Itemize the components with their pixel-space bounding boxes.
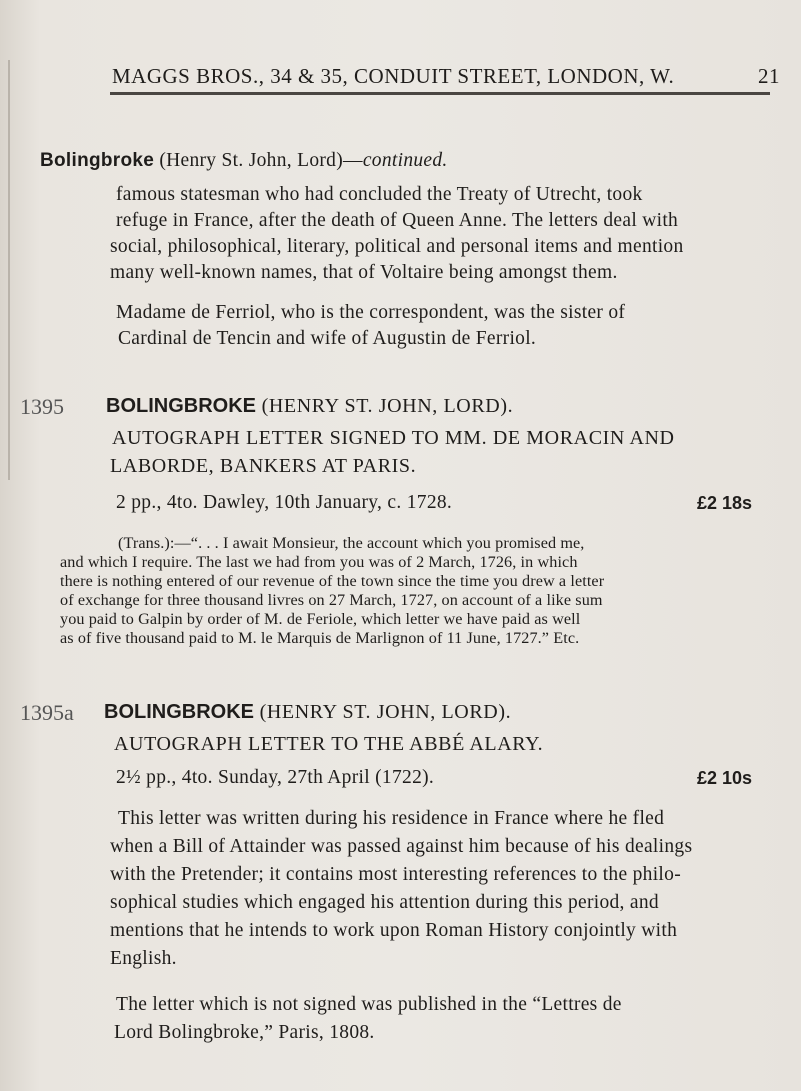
continued-italic: continued. bbox=[362, 150, 448, 171]
lot-para-line: This letter was written during his residence in France where he fled bbox=[118, 808, 665, 829]
continued-para2-line: Madame de Ferriol, who is the correspondent, was the sister of bbox=[116, 302, 626, 323]
continued-rest: (Henry St. John, Lord)— bbox=[154, 150, 363, 171]
lot-title-line: LABORDE, BANKERS AT PARIS. bbox=[110, 455, 417, 477]
lot-para2-line: The letter which is not signed was published in the “Lettres de bbox=[116, 994, 622, 1015]
continued-line: many well-known names, that of Voltaire being amongst them. bbox=[110, 262, 618, 283]
lot-para-line: with the Pretender; it contains most interesting references to the philo- bbox=[110, 864, 681, 885]
header-rule bbox=[110, 92, 770, 95]
continued-heading bbox=[40, 150, 448, 172]
lot-name-rest: (HENRY ST. JOHN, LORD). bbox=[256, 395, 514, 417]
lot-details: 2½ pp., 4to. Sunday, 27th April (1722). bbox=[116, 767, 435, 788]
lot-price: £2 10s bbox=[697, 768, 753, 788]
lot-quote-line: (Trans.):—“. . . I await Monsieur, the account which you promised me, bbox=[118, 534, 585, 552]
lot-para2-line: Lord Bolingbroke,” Paris, 1808. bbox=[114, 1022, 375, 1043]
continued-name: Bolingbroke bbox=[40, 150, 155, 171]
page-header bbox=[112, 64, 780, 89]
page-number: 21 bbox=[758, 64, 780, 88]
lot-price: £2 18s bbox=[697, 493, 753, 513]
continued-line: famous statesman who had concluded the Treaty of Utrecht, took bbox=[116, 184, 643, 205]
lot-para-line: when a Bill of Attainder was passed against him because of his dealings bbox=[110, 836, 693, 857]
lot-para-line: sophical studies which engaged his attention during this period, and bbox=[110, 892, 659, 913]
page-edge-shadow bbox=[8, 60, 10, 480]
lot-details: 2 pp., 4to. Dawley, 10th January, c. 1728. bbox=[116, 492, 453, 513]
lot-name: BOLINGBROKE bbox=[104, 701, 254, 723]
lot-quote-line: and which I require. The last we had from you was of 2 March, 1726, in which bbox=[60, 553, 578, 571]
continued-line: refuge in France, after the death of Queen Anne. The letters deal with bbox=[116, 210, 679, 231]
continued-line: social, philosophical, literary, political and personal items and mention bbox=[110, 236, 684, 257]
lot-para-line: mentions that he intends to work upon Roman History conjointly with bbox=[110, 920, 678, 941]
lot-quote-line: you paid to Galpin by order of M. de Feriole, which letter we have paid as well bbox=[60, 610, 581, 628]
lot-heading bbox=[104, 701, 511, 724]
continued-para2-line: Cardinal de Tencin and wife of Augustin de Ferriol. bbox=[118, 328, 537, 349]
lot-name: BOLINGBROKE bbox=[106, 395, 256, 417]
lot-number: 1395 bbox=[20, 394, 64, 419]
lot-quote-line: there is nothing entered of our revenue of the town since the time you drew a letter bbox=[60, 572, 605, 590]
lot-title-line: AUTOGRAPH LETTER SIGNED TO MM. DE MORACIN AND bbox=[112, 427, 675, 449]
lot-name-rest: (HENRY ST. JOHN, LORD). bbox=[254, 701, 512, 723]
lot-para-line: English. bbox=[110, 948, 177, 969]
lot-number: 1395a bbox=[20, 700, 74, 725]
lot-quote-line: as of five thousand paid to M. le Marquis de Marlignon of 11 June, 1727.” Etc. bbox=[60, 629, 580, 647]
lot-quote-line: of exchange for three thousand livres on 27 March, 1727, on account of a like sum bbox=[60, 591, 603, 609]
header-text: MAGGS BROS., 34 & 35, CONDUIT STREET, LONDON, W. bbox=[112, 64, 675, 88]
lot-title-line: AUTOGRAPH LETTER TO THE ABBÉ ALARY. bbox=[114, 733, 544, 755]
lot-heading bbox=[106, 395, 513, 418]
